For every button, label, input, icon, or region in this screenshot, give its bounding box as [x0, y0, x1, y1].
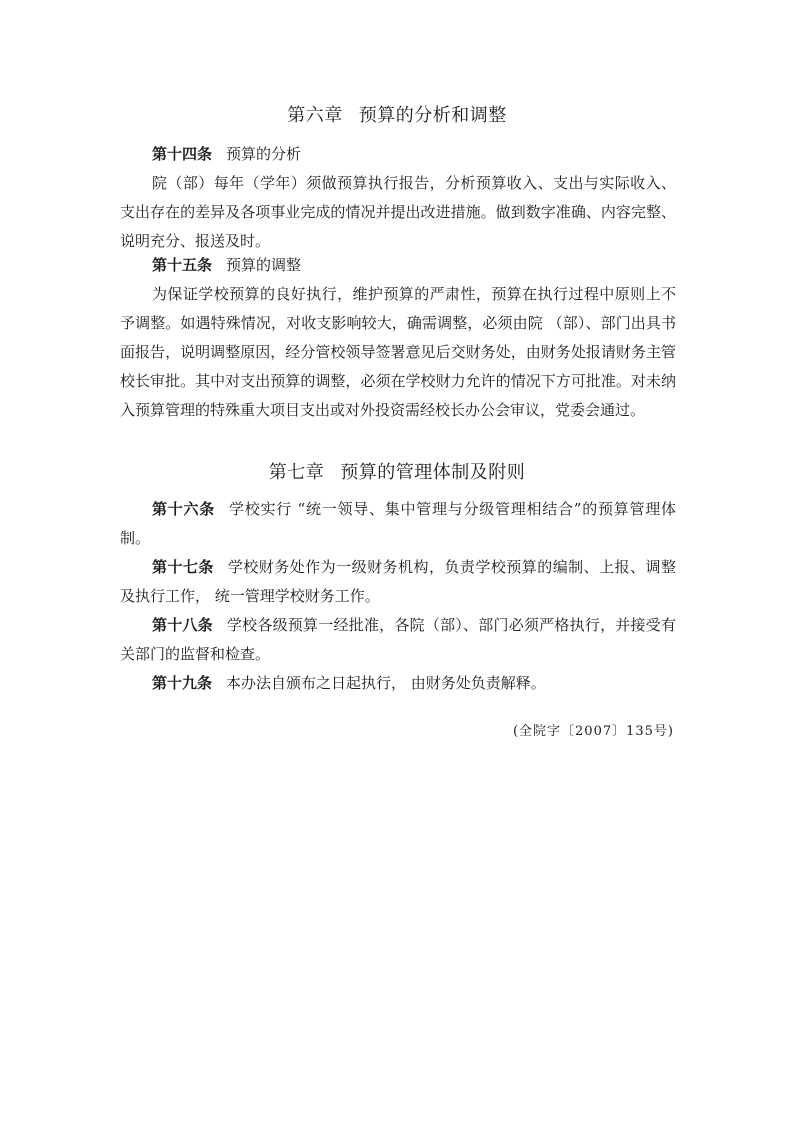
article-15 [120, 251, 676, 425]
article-14-body: 院（部）每年（学年）须做预算执行报告，分析预算收入、支出与实际收入、支出存在的差异及各项事业完成的情况并提出改进措施。做到数字准确、内容完整、说明充分、报送及时。 [120, 174, 676, 250]
chapter-6-title-text: 预算的分析和调整 [358, 105, 507, 126]
article-16-body: 学校实行 “统一领导、集中管理与分级管理相结合”的预算管理体制。 [120, 500, 676, 547]
article-18 [120, 611, 676, 669]
chapter-7-number: 第七章 [268, 462, 325, 483]
article-16-label: 第十六条 [152, 500, 216, 518]
chapter-6-title [0, 104, 794, 128]
article-15-label: 第十五条 [152, 256, 213, 274]
article-15-heading [120, 251, 676, 280]
chapter-6-number: 第六章 [287, 105, 343, 126]
article-15-heading-text: 预算的调整 [226, 256, 302, 274]
chapter-7-title [0, 461, 794, 485]
article-17-label: 第十七条 [152, 558, 214, 576]
article-17 [120, 553, 676, 611]
article-19-label: 第十九条 [152, 674, 213, 692]
document-reference: (全院字〔2007〕135号) [512, 724, 674, 739]
article-14-heading-text: 预算的分析 [226, 145, 302, 163]
article-15-body: 为保证学校预算的良好执行，维护预算的严肃性，预算在执行过程中原则上不予调整。如遇特殊情况，对收支影响较大，确需调整，必须由院 （部）、部门出具书面报告，说明调整原因，经分管校领导签署意见后交财务处，由财务处报请财务主管校长审批。其中对支出预算的调整，必须在学校财力允许的情况下方可批准。对未纳入预算管理的特殊重大项目支出或对外投资需经校长办公会审议，党委会通过。 [120, 285, 676, 419]
article-19 [120, 669, 676, 698]
article-14-label: 第十四条 [152, 145, 213, 163]
article-18-body: 学校各级预算一经批准，各院（部）、部门必须严格执行，并接受有关部门的监督和检查。 [120, 616, 676, 663]
article-14 [120, 140, 676, 256]
chapter-7-articles [120, 495, 676, 698]
article-18-label: 第十八条 [152, 616, 213, 634]
article-17-body: 学校财务处作为一级财务机构，负责学校预算的编制、上报、调整及执行工作， 统一管理学校财务工作。 [120, 558, 676, 605]
article-19-body: 本办法自颁布之日起执行， 由财务处负责解释。 [226, 674, 546, 692]
chapter-7-title-text: 预算的管理体制及附则 [340, 462, 526, 483]
article-14-heading [120, 140, 676, 169]
article-16 [120, 495, 676, 553]
